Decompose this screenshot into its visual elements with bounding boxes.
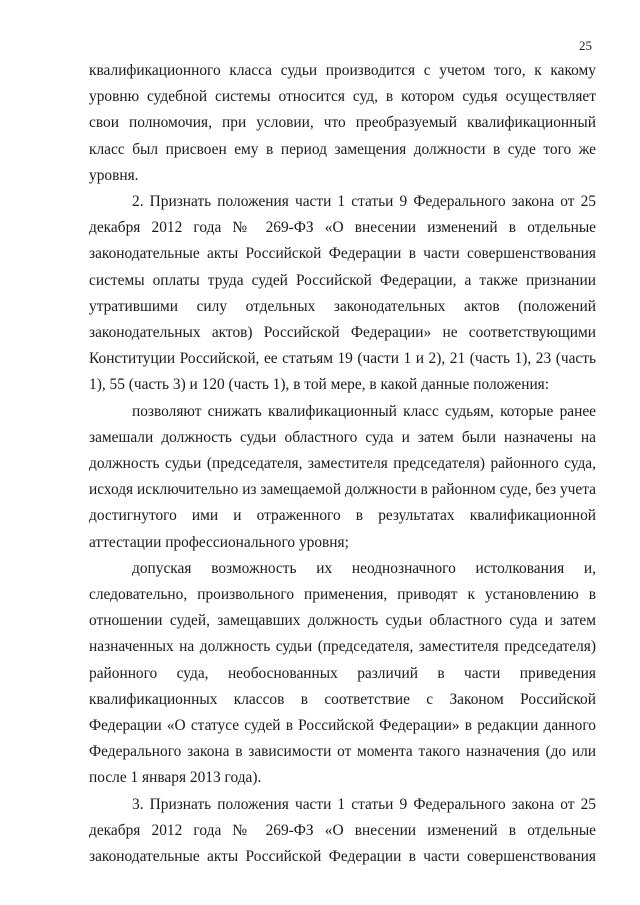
document-body xyxy=(89,58,596,870)
paragraph-item-2: 2. Признать положения части 1 статьи 9 Федерального закона от 25 декабря 2012 года № 269-ФЗ «О внесении изменений в отдельные законодательные акты Российской Федерации в части совершенствования системы оплаты труда судей Российской Федерации, а также признании утратившими силу отдельных законодательных актов (положений законодательных актов) Российской Федерации» не соответствующими Конституции Российской, ее статьям 19 (части 1 и 2), 21 (часть 1), 23 (часть 1), 55 (часть 3) и 120 (часть 1), в той мере, в какой данные положения: xyxy=(89,193,596,394)
page-number: 25 xyxy=(579,38,592,53)
paragraph-sub-1: позволяют снижать квалификационный класс судьям, которые ранее замешали должность судьи областного суда и затем были назначены на должность судьи (председателя, заместителя председателя) районного суда, исходя исключительно из замещаемой должности в районном суде, без учета достигнутого ими и отраженного в результатах квалификационной аттестации профессионального уровня; xyxy=(89,402,596,551)
paragraph-continuation: квалификационного класса судьи производится с учетом того, к какому уровню судебной системы относится суд, в котором судья осуществляет свои полномочия, при условии, что преобразуемый квалификационный класс был присвоен ему в период замещения должности в суде того же уровня. xyxy=(89,62,596,184)
paragraph-sub-2: допуская возможность их неоднозначного истолкования и, следовательно, произвольного применения, приводят к установлению в отношении судей, замещавших должность судьи областного суда и затем назначенных на должность судьи (председателя, заместителя председателя) районного суда, необоснованных различий в части приведения квалификационных классов в соответствие с Законом Российской Федерации «О статусе судей в Российской Федерации» в редакции данного Федерального закона в зависимости от момента такого назначения (до или после 1 января 2013 года). xyxy=(89,559,596,787)
paragraph-item-3: 3. Признать положения части 1 статьи 9 Федерального закона от 25 декабря 2012 года № 269-ФЗ «О внесении изменений в отдельные законодательные акты Российской Федерации в части совершенствования xyxy=(89,795,596,866)
